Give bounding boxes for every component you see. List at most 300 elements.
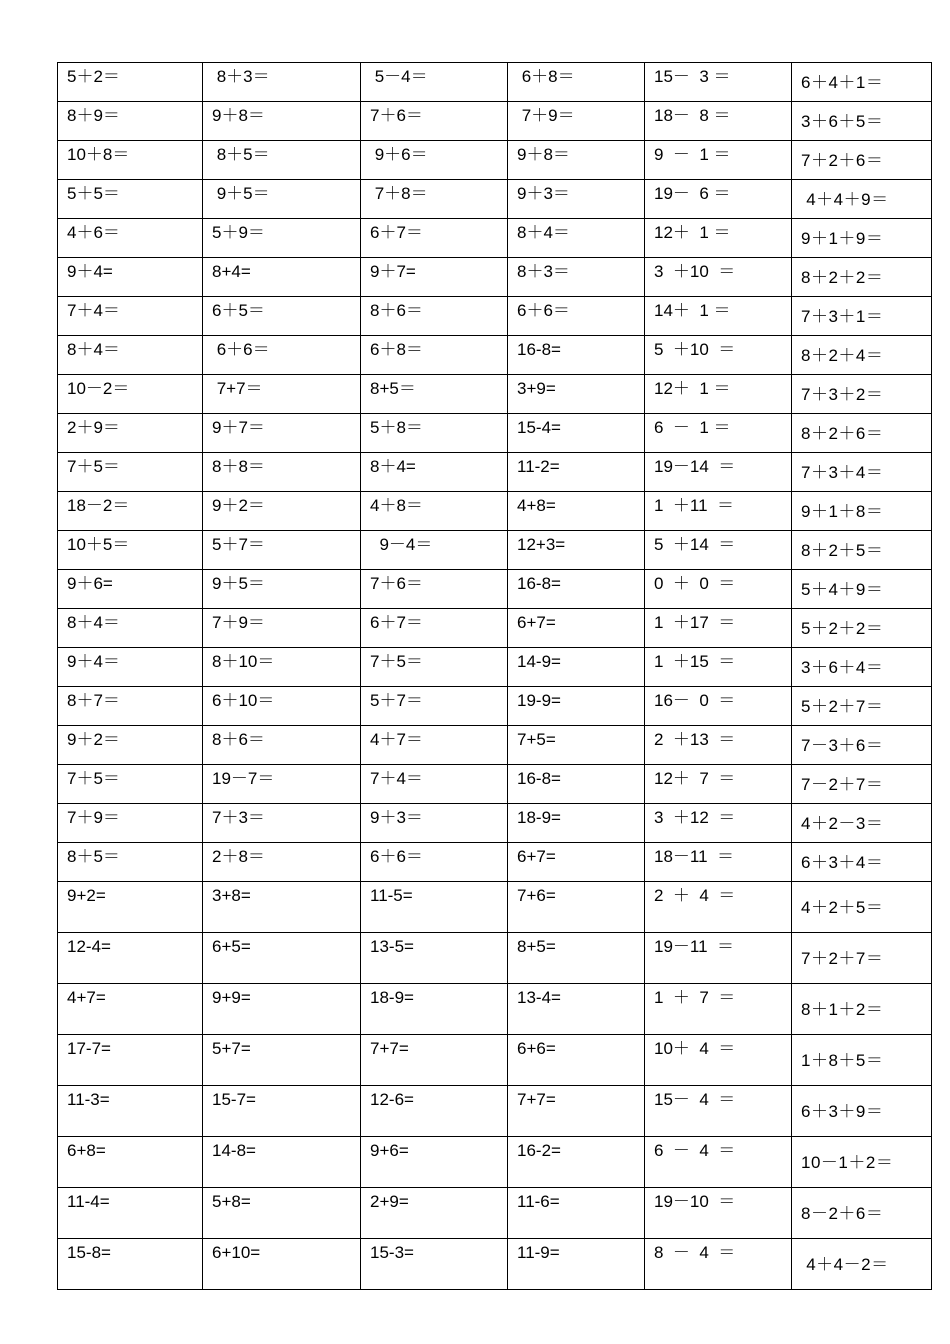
problem-cell [508,804,645,843]
problem-cell [792,297,932,336]
problem-text: 2＋8＝ [212,847,265,866]
arithmetic-worksheet-table [57,62,932,1290]
problem-cell [58,933,203,984]
problem-cell [58,297,203,336]
problem-text: 9＋1＋9＝ [801,229,884,248]
problem-cell [645,141,792,180]
problem-text: 8+5= [517,937,556,956]
problem-text: 5＋9＝ [212,223,265,242]
problem-cell [361,984,508,1035]
problem-text: 7＋5＝ [67,769,120,788]
problem-text: 9＋2＝ [67,730,120,749]
problem-cell [58,414,203,453]
problem-text: 11-4= [67,1192,110,1211]
problem-cell [58,1086,203,1137]
problem-text: 6＋7＝ [370,613,423,632]
problem-cell [361,804,508,843]
problem-text: 8+5＝ [370,379,416,398]
problem-cell [508,336,645,375]
problem-cell [203,843,361,882]
problem-text: 6＋8＝ [517,67,575,86]
problem-text: 7＋9＝ [67,808,120,827]
problem-cell [361,258,508,297]
problem-cell [645,687,792,726]
worksheet-row [58,609,932,648]
problem-cell [203,375,361,414]
problem-text: 9＋3＝ [370,808,423,827]
problem-text: 4＋8＝ [370,496,423,515]
problem-text: 7＋6＝ [370,574,423,593]
problem-cell [508,726,645,765]
problem-text: 11-6= [517,1192,560,1211]
problem-text: 7－2＋7＝ [801,775,884,794]
problem-text: 3＋6＋5＝ [801,112,884,131]
problem-text: 15－ 4 ＝ [654,1090,736,1109]
problem-cell [361,414,508,453]
problem-text: 6 － 4 ＝ [654,1141,736,1160]
problem-cell [58,336,203,375]
problem-cell [361,492,508,531]
problem-cell [361,453,508,492]
problem-cell [361,219,508,258]
problem-text: 6＋6＝ [212,340,270,359]
problem-cell [645,180,792,219]
problem-cell [792,933,932,984]
problem-text: 5＋2＝ [67,67,120,86]
problem-cell [58,1239,203,1290]
worksheet-row [58,102,932,141]
problem-text: 9＋6＝ [370,145,428,164]
problem-cell [203,765,361,804]
problem-text: 19－7＝ [212,769,275,788]
problem-text: 8＋4＝ [67,613,120,632]
problem-text: 7＋3＋2＝ [801,385,884,404]
problem-text: 9＋7＝ [212,418,265,437]
problem-text: 7+7= [370,1039,409,1058]
problem-text: 9＋2＝ [212,496,265,515]
problem-text: 9+2= [67,886,106,905]
problem-text: 8＋6＝ [212,730,265,749]
problem-cell [645,933,792,984]
problem-cell [508,492,645,531]
problem-text: 8＋10＝ [212,652,275,671]
problem-cell [792,804,932,843]
problem-cell [58,258,203,297]
problem-text: 5＋8＝ [370,418,423,437]
problem-text: 10＋8＝ [67,145,130,164]
problem-cell [58,687,203,726]
problem-cell [645,219,792,258]
problem-text: 5 ＋10 ＝ [654,340,736,359]
problem-cell [203,687,361,726]
problem-text: 9 － 1 ＝ [654,145,731,164]
problem-text: 8＋6＝ [370,301,423,320]
problem-cell [508,141,645,180]
worksheet-row [58,219,932,258]
problem-cell [508,102,645,141]
problem-cell [58,984,203,1035]
problem-text: 8 － 4 ＝ [654,1243,736,1262]
problem-text: 9＋4＝ [67,652,120,671]
problem-cell [792,1035,932,1086]
problem-cell [203,882,361,933]
worksheet-row [58,648,932,687]
problem-cell [203,336,361,375]
problem-cell [58,180,203,219]
problem-text: 9+6= [370,1141,409,1160]
problem-cell [645,609,792,648]
worksheet-row [58,1239,932,1290]
problem-text: 3 ＋12 ＝ [654,808,736,827]
problem-cell [645,1239,792,1290]
problem-text: 8＋1＋2＝ [801,1000,884,1019]
problem-cell [508,687,645,726]
problem-cell [645,297,792,336]
problem-cell [508,1086,645,1137]
problem-cell [792,1188,932,1239]
problem-text: 9＋5＝ [212,574,265,593]
problem-text: 15-3= [370,1243,414,1262]
problem-text: 8＋5＝ [67,847,120,866]
problem-text: 8＋5＝ [212,145,270,164]
problem-cell [792,726,932,765]
problem-text: 4＋6＝ [67,223,120,242]
problem-cell [361,1137,508,1188]
problem-cell [203,297,361,336]
problem-text: 6＋10＝ [212,691,275,710]
problem-text: 2+9= [370,1192,409,1211]
problem-cell [58,102,203,141]
problem-text: 8＋3＝ [517,262,570,281]
problem-cell [792,687,932,726]
problem-cell [58,804,203,843]
problem-text: 16-8= [517,340,561,359]
problem-cell [361,1035,508,1086]
problem-cell [508,882,645,933]
problem-cell [792,63,932,102]
problem-cell [645,804,792,843]
problem-text: 7＋3＋1＝ [801,307,884,326]
problem-cell [792,102,932,141]
problem-cell [792,258,932,297]
problem-text: 8＋3＝ [212,67,270,86]
problem-text: 4＋7＝ [370,730,423,749]
problem-text: 3＋6＋4＝ [801,658,884,677]
worksheet-row [58,843,932,882]
problem-text: 6+8= [67,1141,106,1160]
problem-cell [203,1086,361,1137]
problem-cell [203,219,361,258]
worksheet-row [58,1137,932,1188]
problem-text: 7+7＝ [212,379,263,398]
problem-text: 4＋2－3＝ [801,814,884,833]
problem-text: 8＋2＋5＝ [801,541,884,560]
problem-cell [645,531,792,570]
problem-text: 12-4= [67,937,111,956]
problem-cell [203,453,361,492]
problem-text: 8＋2＋6＝ [801,424,884,443]
problem-text: 1 ＋ 7 ＝ [654,988,736,1007]
problem-text: 9＋8＝ [517,145,570,164]
problem-text: 13-4= [517,988,561,1007]
problem-cell [645,1188,792,1239]
problem-text: 7＋9＝ [517,106,575,125]
problem-text: 8＋4＝ [517,223,570,242]
problem-cell [645,102,792,141]
problem-cell [508,1239,645,1290]
problem-text: 7＋8＝ [370,184,428,203]
problem-cell [508,258,645,297]
problem-text: 1＋8＋5＝ [801,1051,884,1070]
worksheet-body [58,63,932,1290]
problem-text: 5－4＝ [370,67,428,86]
problem-cell [792,1086,932,1137]
problem-text: 14＋ 1 ＝ [654,301,731,320]
problem-text: 9＋6= [67,574,113,593]
problem-text: 4+7= [67,988,106,1007]
problem-cell [792,492,932,531]
problem-cell [203,648,361,687]
problem-cell [645,336,792,375]
worksheet-row [58,984,932,1035]
problem-cell [792,1137,932,1188]
problem-text: 8＋4＝ [67,340,120,359]
problem-cell [203,492,361,531]
problem-cell [792,141,932,180]
problem-text: 7＋4＝ [370,769,423,788]
problem-cell [792,180,932,219]
problem-text: 9＋4= [67,262,113,281]
worksheet-row [58,258,932,297]
problem-text: 6＋3＋4＝ [801,853,884,872]
problem-text: 6+10= [212,1243,261,1262]
problem-text: 8＋8＝ [212,457,265,476]
problem-cell [508,570,645,609]
problem-text: 13-5= [370,937,414,956]
problem-cell [792,648,932,687]
problem-text: 11-9= [517,1243,560,1262]
problem-text: 19-9= [517,691,561,710]
problem-text: 12＋ 1 ＝ [654,223,731,242]
problem-cell [58,453,203,492]
problem-text: 6+5= [212,937,251,956]
problem-cell [361,882,508,933]
problem-cell [361,180,508,219]
problem-cell [58,375,203,414]
problem-cell [203,414,361,453]
problem-text: 11-2= [517,457,560,476]
problem-cell [203,609,361,648]
problem-cell [203,804,361,843]
problem-text: 7＋5＝ [67,457,120,476]
problem-cell [203,726,361,765]
problem-cell [645,1086,792,1137]
problem-cell [361,726,508,765]
problem-text: 18－ 8 ＝ [654,106,731,125]
problem-text: 7＋2＋6＝ [801,151,884,170]
problem-cell [645,492,792,531]
problem-text: 2＋9＝ [67,418,120,437]
problem-text: 5＋2＋7＝ [801,697,884,716]
problem-cell [508,1035,645,1086]
problem-text: 6+7= [517,847,556,866]
problem-cell [58,843,203,882]
problem-cell [792,414,932,453]
problem-cell [361,1188,508,1239]
problem-cell [792,843,932,882]
problem-cell [58,609,203,648]
problem-text: 18-9= [370,988,414,1007]
problem-cell [58,1188,203,1239]
problem-cell [361,765,508,804]
problem-text: 18－2＝ [67,496,130,515]
problem-cell [792,336,932,375]
problem-text: 19－14 ＝ [654,457,736,476]
problem-cell [203,1239,361,1290]
problem-cell [361,102,508,141]
worksheet-row [58,933,932,984]
problem-text: 5 ＋14 ＝ [654,535,736,554]
problem-cell [508,765,645,804]
problem-text: 19－ 6 ＝ [654,184,731,203]
problem-text: 14-8= [212,1141,256,1160]
problem-cell [58,882,203,933]
problem-text: 0 ＋ 0 ＝ [654,574,736,593]
problem-cell [508,609,645,648]
problem-text: 3 ＋10 ＝ [654,262,736,281]
problem-text: 15-7= [212,1090,256,1109]
problem-text: 2 ＋ 4 ＝ [654,886,736,905]
problem-cell [58,531,203,570]
problem-text: 8+4= [212,262,251,281]
problem-cell [361,375,508,414]
worksheet-row [58,297,932,336]
problem-cell [203,1035,361,1086]
problem-text: 10－1＋2＝ [801,1153,894,1172]
problem-text: 6＋6＝ [370,847,423,866]
worksheet-row [58,414,932,453]
worksheet-row [58,375,932,414]
problem-cell [508,297,645,336]
problem-cell [58,1137,203,1188]
worksheet-row [58,882,932,933]
problem-text: 5＋7＝ [212,535,265,554]
problem-text: 1 ＋17 ＝ [654,613,736,632]
problem-text: 7＋6＝ [370,106,423,125]
problem-cell [792,453,932,492]
problem-cell [792,984,932,1035]
problem-text: 5＋4＋9＝ [801,580,884,599]
problem-text: 8＋7＝ [67,691,120,710]
problem-cell [508,531,645,570]
problem-text: 7+7= [517,1090,556,1109]
problem-cell [508,843,645,882]
problem-text: 1 ＋15 ＝ [654,652,736,671]
problem-text: 15－ 3 ＝ [654,67,731,86]
problem-cell [58,63,203,102]
problem-cell [508,219,645,258]
problem-cell [508,1137,645,1188]
problem-text: 1 ＋11 ＝ [654,496,734,515]
problem-text: 2 ＋13 ＝ [654,730,736,749]
problem-cell [645,414,792,453]
problem-cell [792,882,932,933]
problem-cell [645,648,792,687]
worksheet-row [58,726,932,765]
problem-text: 5＋5＝ [67,184,120,203]
problem-cell [645,375,792,414]
problem-cell [508,984,645,1035]
problem-cell [645,882,792,933]
problem-cell [361,531,508,570]
problem-cell [203,180,361,219]
problem-cell [508,414,645,453]
problem-text: 16-2= [517,1141,561,1160]
worksheet-row [58,1188,932,1239]
problem-cell [58,219,203,258]
problem-text: 15-4= [517,418,561,437]
problem-text: 10－2＝ [67,379,130,398]
problem-cell [58,141,203,180]
problem-text: 7+6= [517,886,556,905]
problem-cell [792,570,932,609]
worksheet-row [58,1035,932,1086]
problem-cell [645,1035,792,1086]
problem-cell [361,843,508,882]
problem-cell [361,648,508,687]
problem-text: 9＋8＝ [212,106,265,125]
problem-cell [203,1137,361,1188]
problem-cell [58,1035,203,1086]
problem-cell [58,492,203,531]
problem-cell [792,375,932,414]
problem-cell [361,570,508,609]
problem-text: 11-5= [370,886,413,905]
worksheet-row [58,1086,932,1137]
problem-cell [203,258,361,297]
worksheet-row [58,531,932,570]
problem-text: 10＋5＝ [67,535,130,554]
problem-text: 8＋9＝ [67,106,120,125]
problem-text: 5＋7＝ [370,691,423,710]
problem-text: 10＋ 4 ＝ [654,1039,736,1058]
worksheet-row [58,141,932,180]
problem-text: 4＋4－2＝ [801,1255,889,1274]
problem-text: 7＋4＝ [67,301,120,320]
worksheet-row [58,180,932,219]
problem-cell [508,180,645,219]
problem-text: 6＋3＋9＝ [801,1102,884,1121]
problem-cell [361,297,508,336]
problem-text: 9+9= [212,988,251,1007]
problem-text: 6+7= [517,613,556,632]
problem-text: 8－2＋6＝ [801,1204,884,1223]
problem-text: 11-3= [67,1090,110,1109]
problem-text: 18-9= [517,808,561,827]
problem-cell [792,531,932,570]
problem-cell [645,726,792,765]
problem-cell [508,453,645,492]
problem-text: 7+5= [517,730,556,749]
problem-cell [361,609,508,648]
problem-cell [508,375,645,414]
problem-text: 18－11 ＝ [654,847,735,866]
problem-cell [508,648,645,687]
problem-cell [645,570,792,609]
problem-cell [792,1239,932,1290]
problem-text: 16-8= [517,574,561,593]
problem-cell [203,984,361,1035]
